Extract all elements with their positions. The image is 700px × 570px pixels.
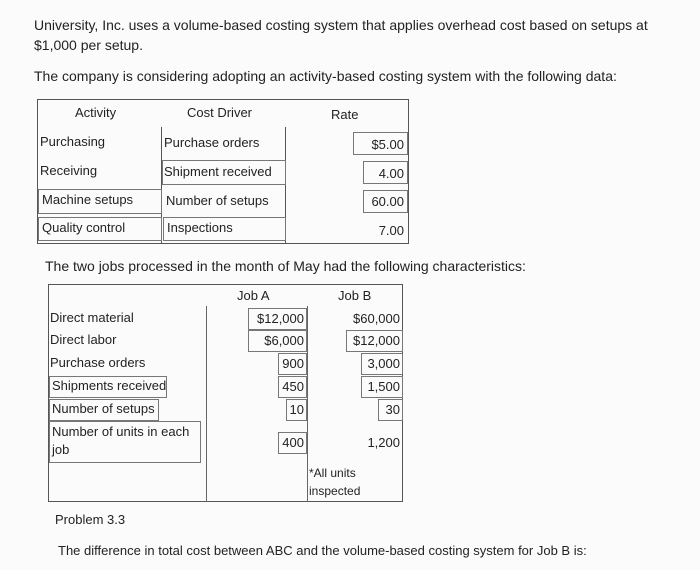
- rate-cell: 60.00: [371, 194, 404, 209]
- header-job-a: Job A: [237, 288, 270, 303]
- problem-title: Problem 3.3: [55, 512, 126, 527]
- driver-cell: Purchase orders: [164, 135, 260, 150]
- header-cost-driver: Cost Driver: [187, 105, 253, 120]
- job-b-value: 30: [385, 402, 400, 417]
- problem-question: The difference in total cost between ABC and the volume-based costing system for Job B is:: [58, 543, 587, 558]
- job-a-value: 10: [289, 402, 304, 417]
- activity-cell: Machine setups: [42, 192, 134, 207]
- intro-line-3: The company is considering adopting an activity-based costing system with the following data:: [34, 68, 617, 84]
- intro-line-1: University, Inc. uses a volume-based costing system that applies overhead cost based on setups at: [34, 17, 648, 33]
- job-b-value: $60,000: [353, 311, 400, 326]
- job-b-value: 1,200: [367, 435, 400, 450]
- driver-cell: Inspections: [167, 220, 233, 235]
- rate-cell: $5.00: [371, 137, 404, 152]
- job-a-value: 400: [282, 435, 304, 450]
- jobs-intro-text: The two jobs processed in the month of May had the following characteristics:: [45, 258, 526, 274]
- job-a-value: 900: [282, 356, 304, 371]
- intro-line-2: $1,000 per setup.: [34, 37, 143, 53]
- activity-cell: Purchasing: [40, 134, 106, 149]
- job-a-value: $12,000: [257, 311, 304, 326]
- job-a-value: $6,000: [264, 333, 304, 348]
- driver-cell: Number of setups: [166, 193, 269, 208]
- job-row-label: Direct labor: [50, 332, 117, 347]
- job-b-value: $12,000: [353, 333, 400, 348]
- jobs-table-divider-2: [307, 306, 308, 502]
- intro-paragraph: [34, 15, 654, 55]
- job-row-label: Purchase orders: [50, 355, 146, 370]
- driver-cell: Shipment received: [164, 164, 272, 179]
- job-a-value: 450: [282, 379, 304, 394]
- footnote-line-1: *All units: [309, 466, 356, 480]
- header-job-b: Job B: [338, 288, 372, 303]
- job-row-label-line-1: Number of units in each: [52, 424, 190, 439]
- activity-cell: Quality control: [42, 220, 126, 235]
- job-row-label: Number of setups: [52, 401, 155, 416]
- job-b-value: 3,000: [367, 356, 400, 371]
- jobs-table-divider-1: [206, 306, 207, 502]
- rate-cell: 7.00: [378, 223, 404, 238]
- header-activity: Activity: [75, 105, 117, 120]
- header-rate: Rate: [331, 107, 359, 122]
- job-row-label: Shipments received: [52, 378, 167, 393]
- job-row-label-line-2: job: [52, 442, 70, 457]
- job-b-value: 1,500: [367, 379, 400, 394]
- activity-rate-table: [37, 99, 409, 244]
- rate-cell: 4.00: [378, 166, 404, 181]
- jobs-table: [48, 284, 403, 502]
- footnote-line-2: inspected: [309, 484, 361, 498]
- activity-cell: Receiving: [40, 163, 98, 178]
- job-row-label: Direct material: [50, 310, 134, 325]
